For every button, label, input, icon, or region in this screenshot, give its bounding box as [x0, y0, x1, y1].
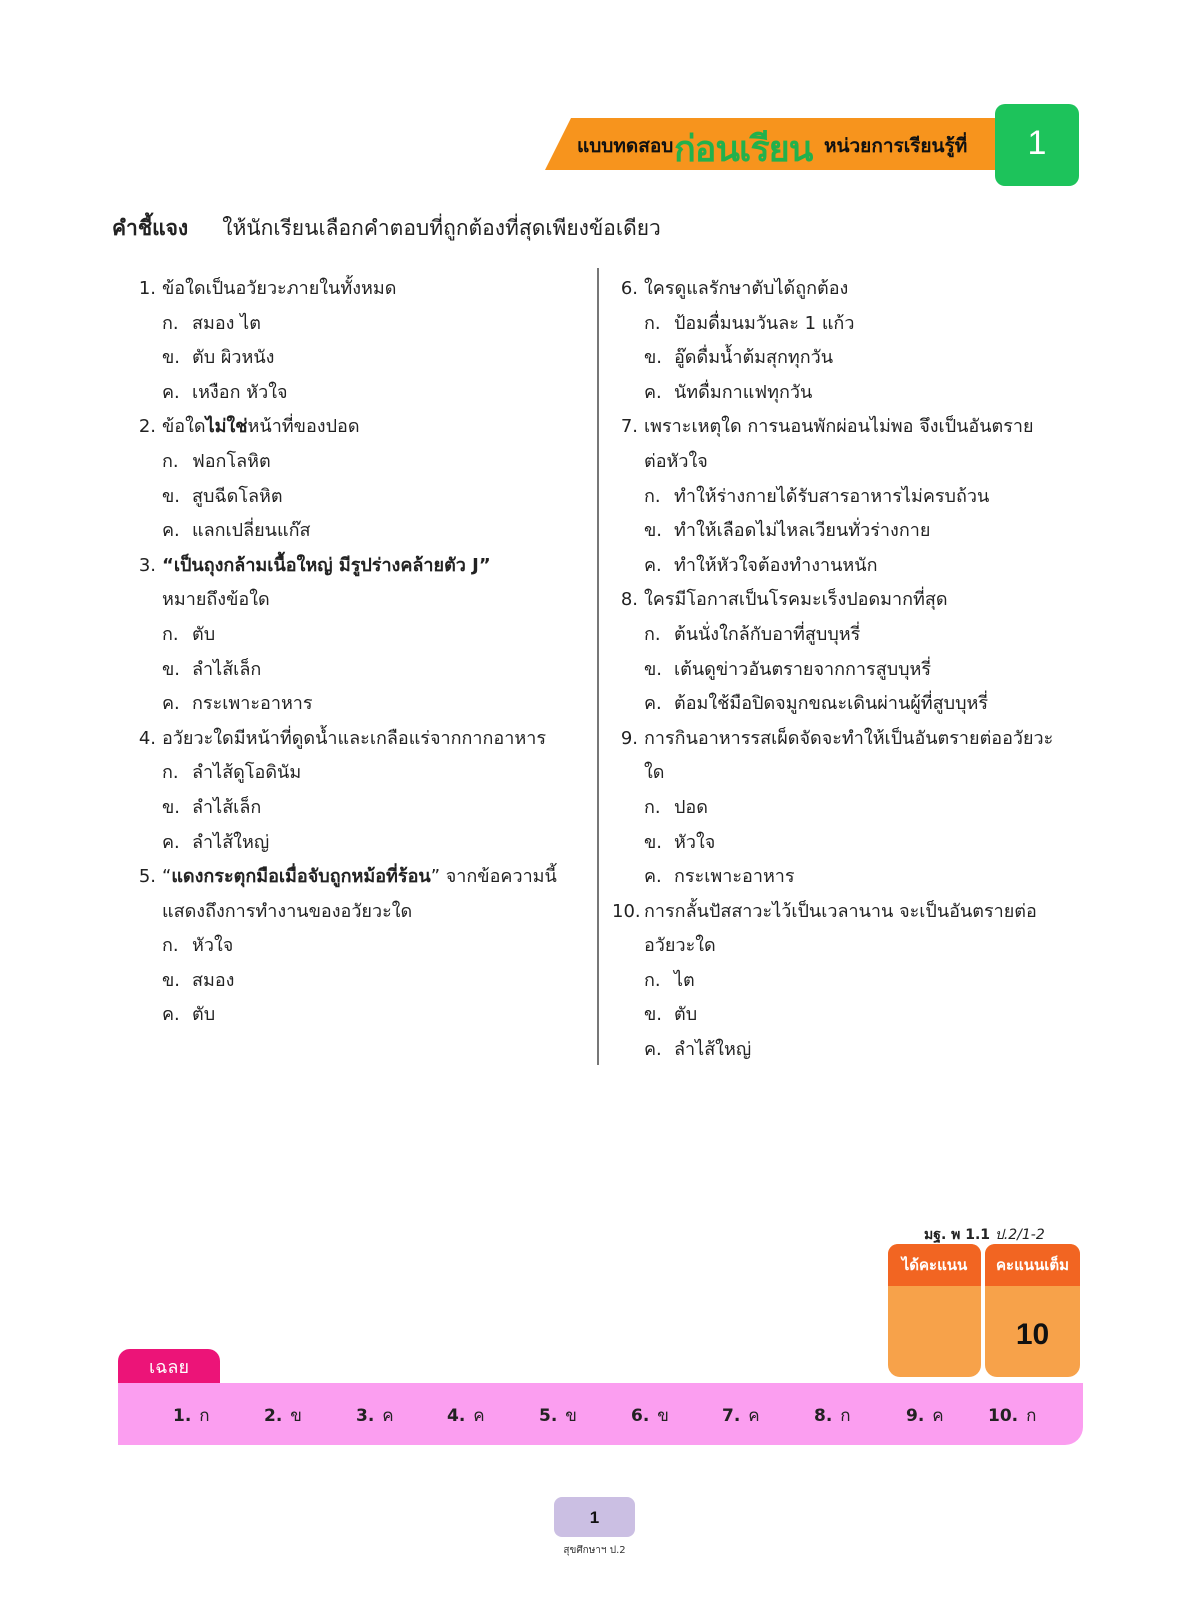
questions-right-column: [612, 272, 1072, 1068]
option-label: ข.: [162, 969, 181, 991]
question-text-pre: การกินอาหารรสเผ็ดจัดจะทำให้เป็นอันตรายต่ออวัยวะ: [644, 727, 1054, 749]
option-text: แลกเปลี่ยนแก๊ส: [192, 520, 311, 542]
option-label: ข.: [644, 347, 663, 369]
answer-key-choice: ก: [199, 1406, 210, 1426]
option-text: กระเพาะอาหาร: [674, 866, 795, 888]
question-number: 4.: [138, 727, 156, 749]
question-text-bold: แดงกระตุกมือเมื่อจับถูกหม้อที่ร้อน: [171, 866, 431, 888]
answer-key-choice: ค: [473, 1406, 485, 1426]
answer-key-number: 1.: [173, 1406, 192, 1426]
question-text-continued: อวัยวะใด: [644, 935, 716, 957]
question-stem: [162, 272, 590, 307]
option-label: ค.: [644, 866, 662, 888]
option-label: ค.: [644, 1039, 662, 1061]
learning-standard: [924, 1224, 1045, 1246]
answer-option[interactable]: [162, 445, 590, 480]
answer-key-number: 10.: [988, 1406, 1019, 1426]
answer-option[interactable]: [162, 618, 590, 653]
question-number: 7.: [620, 416, 638, 438]
answer-option[interactable]: [644, 376, 1072, 411]
option-text: สมอง ไต: [192, 312, 261, 334]
option-text: เหงือก หัวใจ: [192, 381, 288, 403]
question-text-pre: ข้อใดเป็นอวัยวะภายในทั้งหมด: [162, 278, 397, 299]
question-stem: [162, 860, 590, 895]
question-number: 2.: [138, 416, 156, 438]
question-text-continued: ใด: [644, 762, 665, 784]
answer-option[interactable]: [644, 618, 1072, 653]
answer-option[interactable]: [162, 791, 590, 826]
question-stem: [644, 410, 1072, 445]
question-item: [130, 410, 590, 548]
question-text-post: ” จากข้อความนี้: [430, 866, 557, 888]
option-label: ก.: [644, 796, 661, 818]
option-label: ข.: [644, 831, 663, 853]
option-text: อู๊ดดื่มน้ำต้มสุกทุกวัน: [674, 347, 834, 369]
option-text: ลำไส้ดูโอดินัม: [192, 762, 302, 784]
option-label: ข.: [644, 658, 663, 680]
question-stem: [162, 549, 590, 584]
option-label: ก.: [644, 623, 661, 645]
answer-key-number: 3.: [356, 1406, 375, 1426]
question-text-pre: ใครมีโอกาสเป็นโรคมะเร็งปอดมากที่สุด: [644, 589, 948, 611]
questions-left-column: [130, 272, 590, 1033]
answer-key-number: 4.: [447, 1406, 466, 1426]
answer-option[interactable]: [162, 929, 590, 964]
answer-key-item: [814, 1402, 851, 1429]
option-text: ทำให้เลือดไม่ไหลเวียนทั่วร่างกาย: [674, 520, 931, 542]
option-text: ฟอกโลหิต: [192, 450, 271, 472]
test-title-banner: [545, 118, 1000, 170]
option-label: ก.: [644, 485, 661, 507]
answer-key-number: 5.: [539, 1406, 558, 1426]
answer-key-number: 2.: [264, 1406, 283, 1426]
option-text: ต้อมใช้มือปิดจมูกขณะเดินผ่านผู้ที่สูบบุหรี่: [674, 693, 989, 715]
answer-option[interactable]: [644, 549, 1072, 584]
option-text: เต้นดูข่าวอันตรายจากการสูบบุหรี่: [674, 658, 932, 680]
option-label: ค.: [644, 693, 662, 715]
option-text: หัวใจ: [192, 935, 234, 957]
option-label: ค.: [162, 831, 180, 853]
answer-option[interactable]: [162, 514, 590, 549]
instruction-text: ให้นักเรียนเลือกคำตอบที่ถูกต้องที่สุดเพียงข้อเดียว: [222, 216, 661, 240]
option-label: ค.: [644, 554, 662, 576]
answer-option[interactable]: [162, 376, 590, 411]
option-text: สมอง: [192, 969, 235, 991]
question-text-continued: หมายถึงข้อใด: [162, 589, 270, 611]
question-text-post: หน้าที่ของปอด: [247, 416, 360, 438]
answer-option[interactable]: [644, 826, 1072, 861]
question-text-pre: ข้อใด: [162, 416, 206, 438]
option-label: ค.: [162, 520, 180, 542]
option-label: ก.: [644, 969, 661, 991]
answer-key-tab: เฉลย: [118, 1349, 220, 1385]
option-text: ตับ: [192, 1004, 216, 1026]
option-label: ก.: [644, 312, 661, 334]
answer-key-item: [631, 1402, 669, 1429]
option-label: ค.: [162, 381, 180, 403]
answer-option[interactable]: [162, 826, 590, 861]
answer-option[interactable]: [162, 653, 590, 688]
question-item: [612, 895, 1072, 1068]
answer-key-choice: ก: [1026, 1406, 1037, 1426]
question-item: [612, 583, 1072, 721]
answer-key-choice: ค: [748, 1406, 760, 1426]
answer-key-number: 7.: [722, 1406, 741, 1426]
option-label: ข.: [162, 658, 181, 680]
answer-key-item: [988, 1402, 1036, 1429]
option-text: ทำให้ร่างกายได้รับสารอาหารไม่ครบถ้วน: [674, 485, 990, 507]
option-label: ก.: [162, 762, 179, 784]
score-full-value: 10: [1015, 1318, 1050, 1351]
question-number: 8.: [620, 589, 638, 611]
footer-book-title: สุขศึกษาฯ ป.2: [563, 1545, 626, 1556]
option-text: ป้อมดื่มนมวันละ 1 แก้ว: [674, 312, 855, 334]
answer-key-number: 9.: [906, 1406, 925, 1426]
question-item: [130, 860, 590, 1033]
option-label: ค.: [162, 693, 180, 715]
question-text-pre: การกลั้นปัสสาวะไว้เป็นเวลานาน จะเป็นอันตรายต่อ: [644, 900, 1037, 922]
option-label: ค.: [644, 381, 662, 403]
question-item: [130, 272, 590, 410]
answer-option[interactable]: [162, 341, 590, 376]
question-text-pre: อวัยวะใดมีหน้าที่ดูดน้ำและเกลือแร่จากกากอาหาร: [162, 727, 546, 749]
unit-number-badge: 1: [995, 104, 1079, 186]
option-label: ก.: [162, 312, 179, 334]
question-number: 9.: [620, 727, 638, 749]
banner-suffix: หน่วยการเรียนรู้ที่: [824, 135, 968, 157]
question-stem: [162, 410, 590, 445]
option-text: ทำให้หัวใจต้องทำงานหนัก: [674, 554, 878, 576]
question-stem: [644, 272, 1072, 307]
option-text: ตับ ผิวหนัง: [192, 347, 275, 369]
question-number: 3.: [138, 554, 156, 576]
answer-key-item: [264, 1402, 302, 1429]
question-text-bold: “เป็นถุงกล้ามเนื้อใหญ่ มีรูปร่างคล้ายตัว J”: [162, 554, 491, 576]
answer-option[interactable]: [644, 1033, 1072, 1068]
option-label: ข.: [644, 1004, 663, 1026]
question-number: 6.: [620, 278, 638, 299]
answer-option[interactable]: [162, 480, 590, 515]
score-full-box: [985, 1244, 1080, 1377]
answer-key-choice: ค: [382, 1406, 394, 1426]
score-obtained-box: [888, 1244, 981, 1377]
answer-option[interactable]: [162, 756, 590, 791]
question-text-bold: ไม่ใช่: [205, 416, 248, 438]
option-text: ตับ: [674, 1004, 698, 1026]
option-text: หัวใจ: [674, 831, 716, 853]
option-label: ข.: [644, 520, 663, 542]
question-item: [612, 722, 1072, 895]
answer-option[interactable]: [162, 964, 590, 999]
question-text-pre: เพราะเหตุใด การนอนพักผ่อนไม่พอ จึงเป็นอันตราย: [644, 416, 1034, 438]
answer-key-choice: ค: [932, 1406, 944, 1426]
answer-option[interactable]: [644, 687, 1072, 722]
option-text: กระเพาะอาหาร: [192, 693, 313, 715]
column-divider: [597, 268, 599, 1065]
option-text: ลำไส้ใหญ่: [674, 1039, 752, 1061]
answer-key-number: 6.: [631, 1406, 650, 1426]
option-text: ตับ: [192, 623, 216, 645]
question-item: [130, 722, 590, 860]
answer-option[interactable]: [644, 514, 1072, 549]
instruction-label: คำชี้แจง: [112, 216, 189, 240]
answer-option[interactable]: [162, 307, 590, 342]
answer-key-item: [722, 1402, 760, 1429]
question-number: 5.: [138, 866, 156, 888]
answer-key-item: [539, 1402, 577, 1429]
score-obtained-label: ได้คะแนน: [888, 1244, 981, 1286]
answer-key-choice: ข: [657, 1406, 669, 1426]
answer-key-item: [356, 1402, 394, 1429]
question-number: 1.: [138, 278, 156, 299]
page-number: 1: [554, 1497, 635, 1537]
question-stem: [644, 895, 1072, 930]
answer-option[interactable]: [644, 998, 1072, 1033]
answer-key-choice: ข: [290, 1406, 302, 1426]
question-number: 10.: [612, 900, 641, 922]
banner-prefix: แบบทดสอบ: [577, 135, 674, 157]
banner-main-title: ก่อนเรียน: [674, 129, 813, 170]
question-text-continued: แสดงถึงการทำงานของอวัยวะใด: [162, 900, 413, 922]
question-text-pre: “: [162, 866, 172, 888]
option-text: ไต: [674, 969, 695, 991]
answer-option[interactable]: [162, 687, 590, 722]
instruction: [112, 212, 661, 245]
option-text: ต้นนั่งใกล้กับอาที่สูบบุหรี่: [674, 623, 861, 645]
question-item: [612, 410, 1072, 583]
option-label: ข.: [162, 347, 181, 369]
answer-key-item: [447, 1402, 485, 1429]
option-label: ก.: [162, 450, 179, 472]
answer-option[interactable]: [644, 307, 1072, 342]
option-text: ลำไส้เล็ก: [192, 796, 262, 818]
question-stem: [162, 722, 590, 757]
question-item: [612, 272, 1072, 410]
score-full-label: คะแนนเต็ม: [985, 1244, 1080, 1286]
option-label: ก.: [162, 623, 179, 645]
option-label: ข.: [162, 796, 181, 818]
answer-key-number: 8.: [814, 1406, 833, 1426]
question-stem: [644, 583, 1072, 618]
option-text: นัทดื่มกาแฟทุกวัน: [674, 381, 813, 403]
answer-option[interactable]: [644, 791, 1072, 826]
option-text: สูบฉีดโลหิต: [192, 485, 283, 507]
answer-key-item: [906, 1402, 944, 1429]
option-text: ลำไส้ใหญ่: [192, 831, 270, 853]
answer-option[interactable]: [644, 480, 1072, 515]
option-text: ปอด: [674, 796, 708, 818]
question-stem: [644, 722, 1072, 757]
answer-option[interactable]: [644, 860, 1072, 895]
option-text: ลำไส้เล็ก: [192, 658, 262, 680]
option-label: ก.: [162, 935, 179, 957]
answer-option[interactable]: [644, 653, 1072, 688]
answer-key-choice: ข: [565, 1406, 577, 1426]
standard-grade: ป.2/1-2: [994, 1227, 1045, 1243]
standard-code: มฐ. พ 1.1: [924, 1227, 991, 1243]
answer-key-bar: [118, 1383, 1083, 1445]
answer-option[interactable]: [644, 341, 1072, 376]
option-label: ข.: [162, 485, 181, 507]
answer-option[interactable]: [644, 964, 1072, 999]
answer-key-choice: ก: [840, 1406, 851, 1426]
answer-option[interactable]: [162, 998, 590, 1033]
question-text-continued: ต่อหัวใจ: [644, 450, 708, 472]
answer-key-item: [173, 1402, 210, 1429]
question-text-pre: ใครดูแลรักษาตับได้ถูกต้อง: [644, 278, 849, 299]
option-label: ค.: [162, 1004, 180, 1026]
question-item: [130, 549, 590, 722]
